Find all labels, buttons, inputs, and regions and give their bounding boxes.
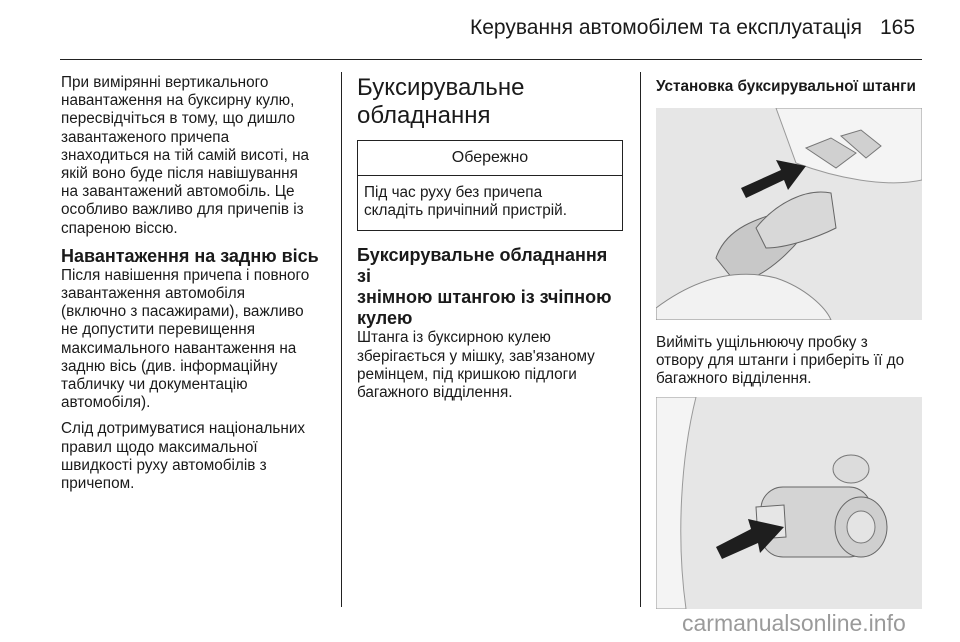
caution-title: Обережно [358, 141, 622, 176]
section-title: Буксирувальне обладнання [357, 74, 525, 129]
illustration-tow-socket [656, 397, 922, 609]
caution-text: Під час руху без причепа складіть причіпний пристрій. [364, 184, 567, 220]
paragraph-vertical-load: При виміряннi вертикального навантаження на буксирну кулю, пересвідчіться в тому, що дишло завантаженого причепа знаходиться на тій самій висоті, на якій воно буде після навішування на завантажений автомобіль. Це особливо важливо для причепів із спареною віссю. [61, 74, 310, 237]
column-3 [656, 78, 922, 609]
paragraph-bar-storage: Штанга із буксирною кулею зберігається у мішку, зав'язаному ремінцем, під кришкою підлоги багажного відділення. [357, 329, 595, 402]
column-divider-1 [341, 72, 342, 607]
header-divider [60, 59, 922, 60]
heading-rear-axle-load: Навантаження на задню вісь [61, 245, 319, 266]
column-divider-2 [640, 72, 641, 607]
column-2 [357, 74, 625, 410]
paragraph-rear-axle-load: Після навішення причепа і повного завантаження автомобіля (включно з пасажирами), важливо не допустити перевищення максимального навантаження на задню вісь (див. інформаційну табличку чи документацію автомобіля). [61, 266, 310, 412]
illustration-remove-plug [656, 108, 922, 320]
heading-bar-installation: Установка буксирувальної штанги [656, 78, 916, 95]
paragraph-remove-plug: Вийміть ущільнюючу пробку з отвору для штанги і приберіть її до багажного відділення. [656, 334, 905, 388]
caution-box [357, 140, 623, 231]
page-number: 165 [880, 16, 916, 39]
page-header-title: Керування автомобілем та експлуатація [470, 16, 863, 39]
heading-detachable-bar: Буксирувальне обладнання зі знімною штангою із зчіпною кулею [357, 245, 612, 329]
watermark: carmanualsonline.info [682, 610, 906, 636]
column-1 [61, 74, 333, 501]
paragraph-speed-rules: Слід дотримуватися національних правил щодо максимальної швидкості руху автомобілів з причепом. [61, 420, 306, 493]
